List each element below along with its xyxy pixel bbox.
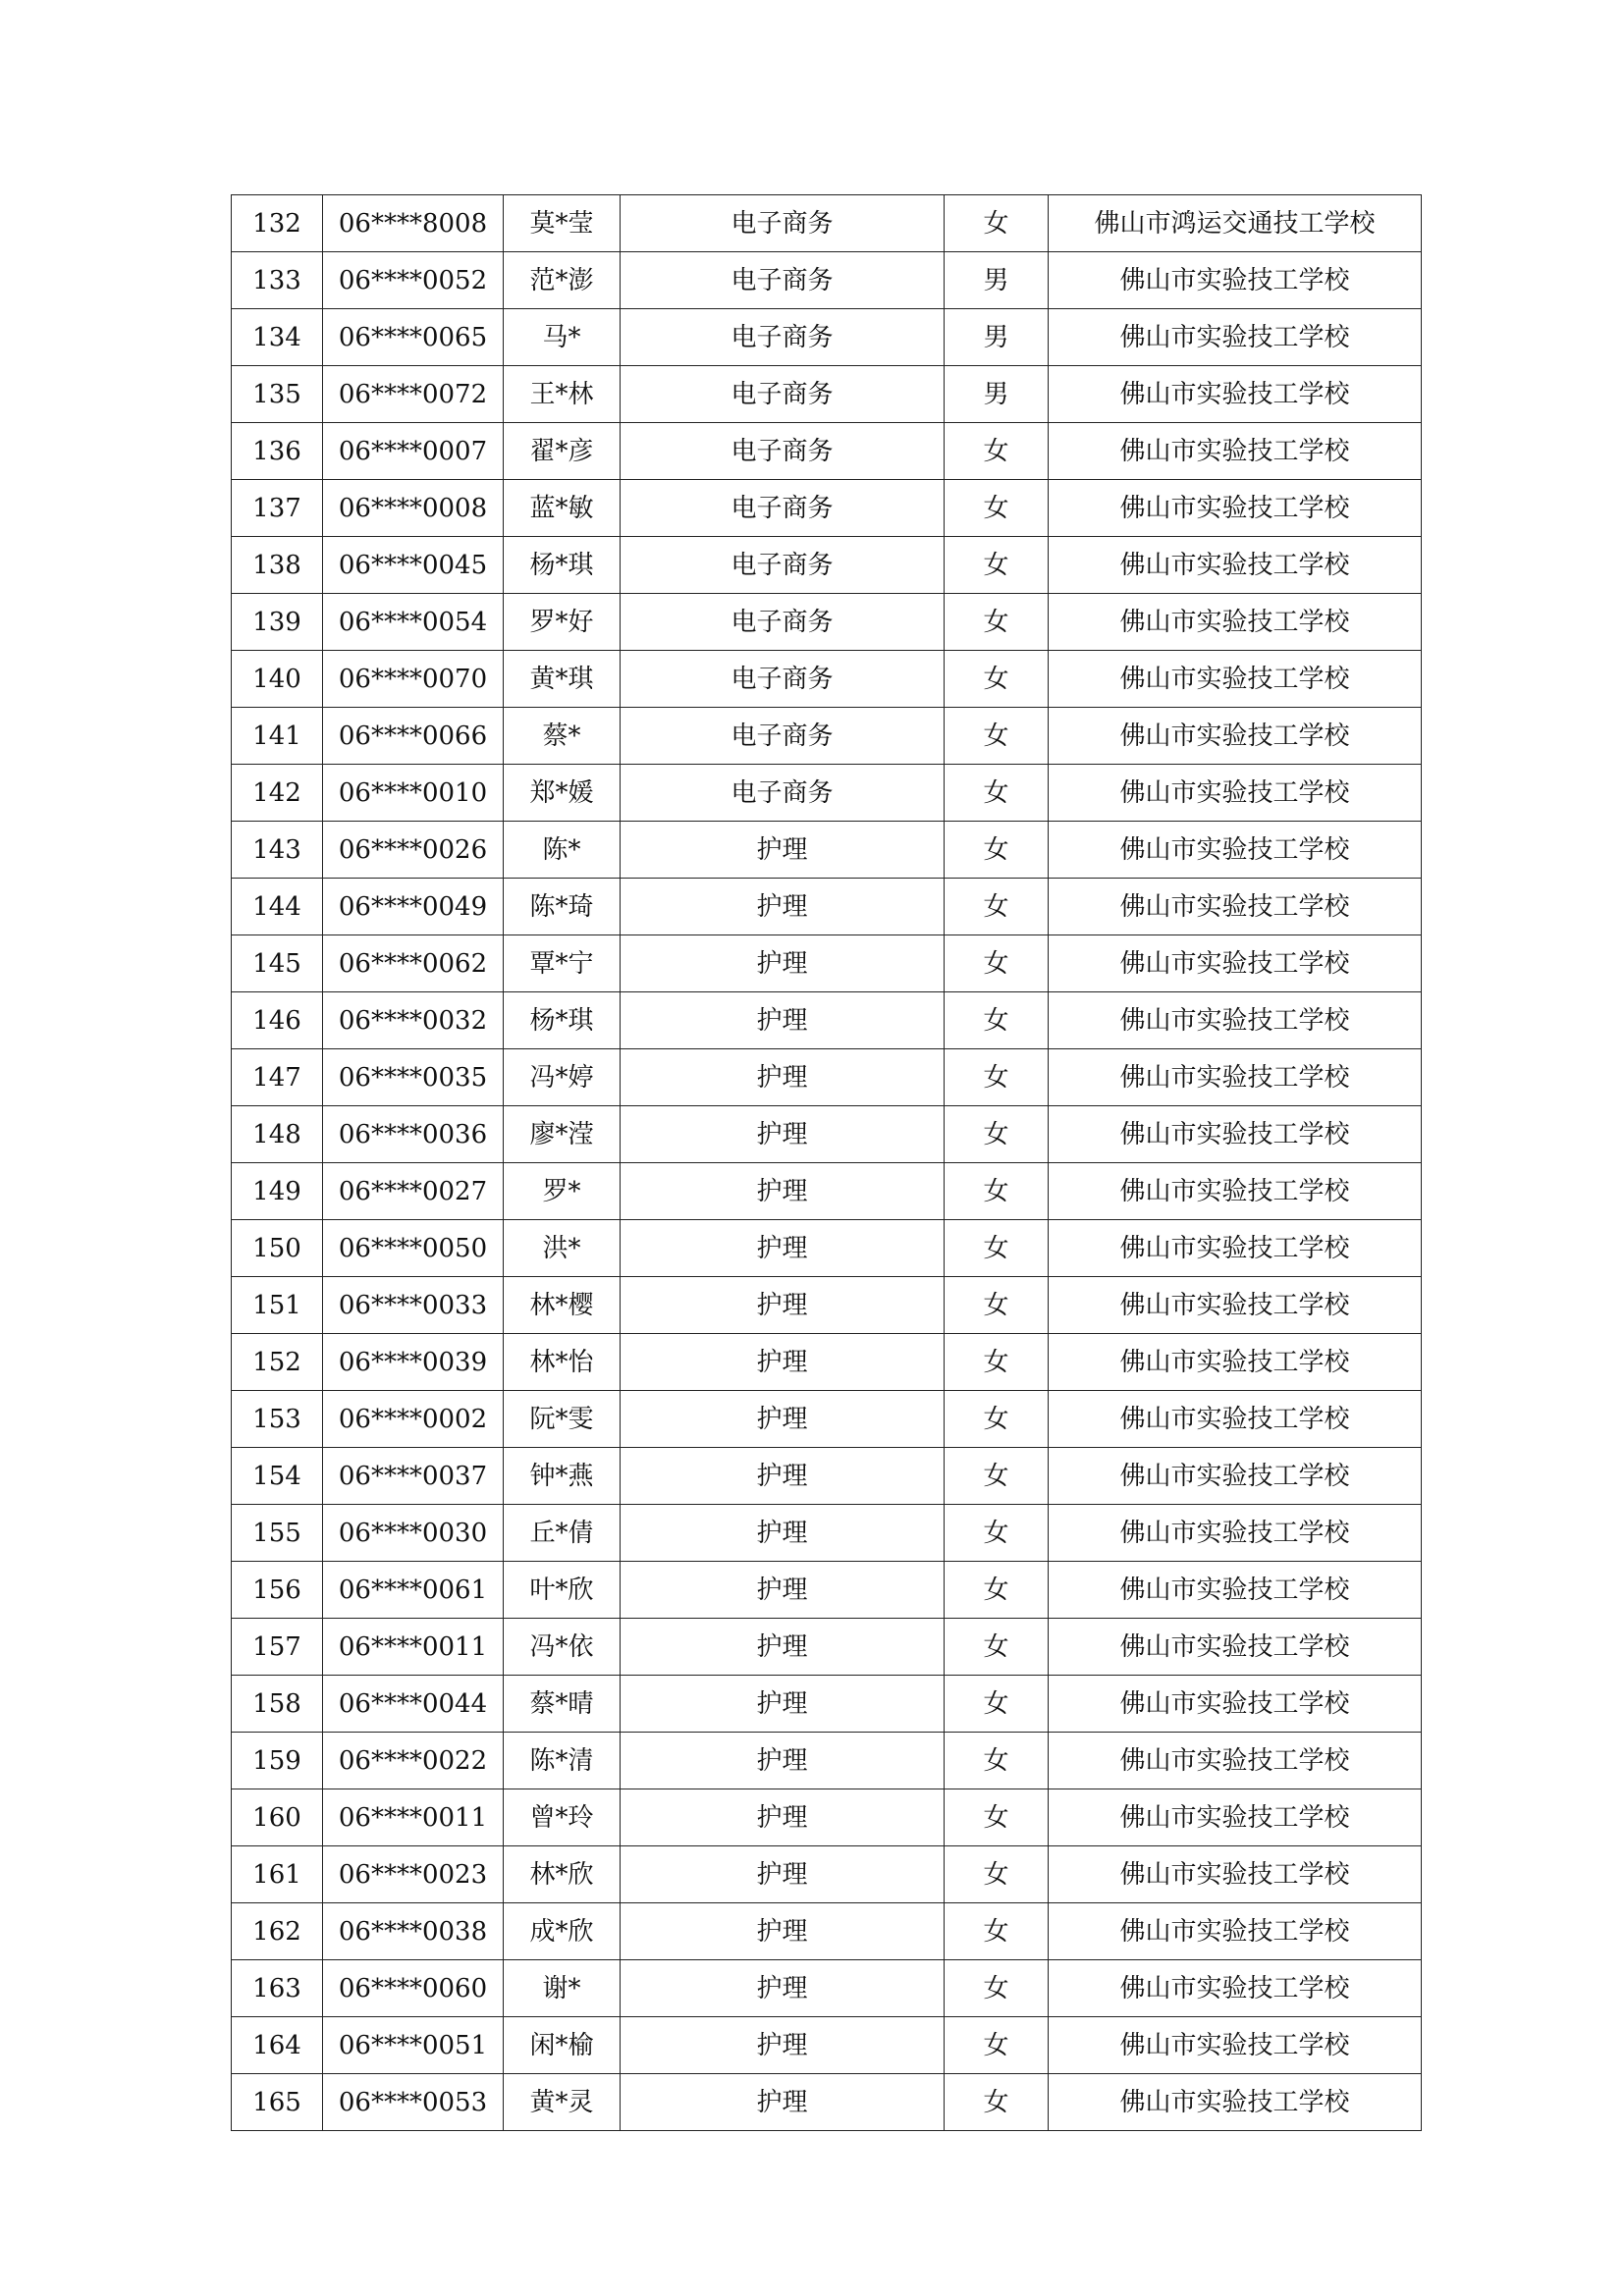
serial-number-cell: 162	[232, 1903, 323, 1960]
school-cell: 佛山市实验技工学校	[1049, 2017, 1422, 2074]
gender-cell: 女	[945, 879, 1049, 935]
gender-cell: 女	[945, 765, 1049, 822]
id-number-cell: 06****0044	[323, 1676, 504, 1733]
school-cell: 佛山市实验技工学校	[1049, 1619, 1422, 1676]
gender-cell: 女	[945, 1562, 1049, 1619]
major-cell: 护理	[621, 1846, 945, 1903]
serial-number-cell: 137	[232, 480, 323, 537]
student-name-cell: 陈*	[504, 822, 621, 879]
serial-number-cell: 164	[232, 2017, 323, 2074]
major-cell: 护理	[621, 1733, 945, 1789]
id-number-cell: 06****0036	[323, 1106, 504, 1163]
major-cell: 电子商务	[621, 537, 945, 594]
student-name-cell: 林*樱	[504, 1277, 621, 1334]
serial-number-cell: 138	[232, 537, 323, 594]
gender-cell: 男	[945, 252, 1049, 309]
table-row	[232, 1106, 1422, 1163]
id-number-cell: 06****0011	[323, 1619, 504, 1676]
major-cell: 护理	[621, 1163, 945, 1220]
major-cell: 护理	[621, 1277, 945, 1334]
id-number-cell: 06****0053	[323, 2074, 504, 2131]
major-cell: 护理	[621, 1903, 945, 1960]
id-number-cell: 06****0066	[323, 708, 504, 765]
student-name-cell: 罗*好	[504, 594, 621, 651]
table-row	[232, 992, 1422, 1049]
gender-cell: 女	[945, 1220, 1049, 1277]
school-cell: 佛山市实验技工学校	[1049, 1960, 1422, 2017]
serial-number-cell: 133	[232, 252, 323, 309]
id-number-cell: 06****0007	[323, 423, 504, 480]
school-cell: 佛山市鸿运交通技工学校	[1049, 195, 1422, 252]
major-cell: 电子商务	[621, 423, 945, 480]
student-name-cell: 谢*	[504, 1960, 621, 2017]
gender-cell: 女	[945, 651, 1049, 708]
table-row	[232, 765, 1422, 822]
major-cell: 护理	[621, 1049, 945, 1106]
major-cell: 护理	[621, 1505, 945, 1562]
serial-number-cell: 153	[232, 1391, 323, 1448]
serial-number-cell: 158	[232, 1676, 323, 1733]
id-number-cell: 06****0023	[323, 1846, 504, 1903]
id-number-cell: 06****0065	[323, 309, 504, 366]
id-number-cell: 06****0051	[323, 2017, 504, 2074]
table-row	[232, 2017, 1422, 2074]
id-number-cell: 06****0033	[323, 1277, 504, 1334]
id-number-cell: 06****0010	[323, 765, 504, 822]
roster-table-body	[232, 195, 1422, 2131]
serial-number-cell: 156	[232, 1562, 323, 1619]
gender-cell: 女	[945, 1789, 1049, 1846]
student-name-cell: 杨*琪	[504, 992, 621, 1049]
school-cell: 佛山市实验技工学校	[1049, 1277, 1422, 1334]
school-cell: 佛山市实验技工学校	[1049, 366, 1422, 423]
table-row	[232, 594, 1422, 651]
school-cell: 佛山市实验技工学校	[1049, 822, 1422, 879]
student-name-cell: 冯*婷	[504, 1049, 621, 1106]
table-row	[232, 1220, 1422, 1277]
serial-number-cell: 157	[232, 1619, 323, 1676]
serial-number-cell: 143	[232, 822, 323, 879]
table-row	[232, 1733, 1422, 1789]
id-number-cell: 06****0030	[323, 1505, 504, 1562]
serial-number-cell: 154	[232, 1448, 323, 1505]
gender-cell: 女	[945, 1505, 1049, 1562]
serial-number-cell: 161	[232, 1846, 323, 1903]
gender-cell: 女	[945, 1903, 1049, 1960]
school-cell: 佛山市实验技工学校	[1049, 1505, 1422, 1562]
id-number-cell: 06****0037	[323, 1448, 504, 1505]
serial-number-cell: 141	[232, 708, 323, 765]
serial-number-cell: 151	[232, 1277, 323, 1334]
serial-number-cell: 150	[232, 1220, 323, 1277]
major-cell: 护理	[621, 2017, 945, 2074]
gender-cell: 女	[945, 1106, 1049, 1163]
id-number-cell: 06****0070	[323, 651, 504, 708]
school-cell: 佛山市实验技工学校	[1049, 1049, 1422, 1106]
table-row	[232, 1846, 1422, 1903]
student-name-cell: 杨*琪	[504, 537, 621, 594]
id-number-cell: 06****0052	[323, 252, 504, 309]
table-row	[232, 1789, 1422, 1846]
school-cell: 佛山市实验技工学校	[1049, 423, 1422, 480]
gender-cell: 女	[945, 2074, 1049, 2131]
student-name-cell: 叶*欣	[504, 1562, 621, 1619]
student-name-cell: 黄*灵	[504, 2074, 621, 2131]
gender-cell: 女	[945, 2017, 1049, 2074]
school-cell: 佛山市实验技工学校	[1049, 252, 1422, 309]
serial-number-cell: 139	[232, 594, 323, 651]
gender-cell: 女	[945, 1277, 1049, 1334]
major-cell: 护理	[621, 1562, 945, 1619]
serial-number-cell: 165	[232, 2074, 323, 2131]
student-name-cell: 成*欣	[504, 1903, 621, 1960]
table-row	[232, 1676, 1422, 1733]
table-row	[232, 1163, 1422, 1220]
student-name-cell: 莫*莹	[504, 195, 621, 252]
table-row	[232, 252, 1422, 309]
id-number-cell: 06****0032	[323, 992, 504, 1049]
student-name-cell: 王*林	[504, 366, 621, 423]
id-number-cell: 06****0050	[323, 1220, 504, 1277]
id-number-cell: 06****0072	[323, 366, 504, 423]
gender-cell: 女	[945, 1846, 1049, 1903]
school-cell: 佛山市实验技工学校	[1049, 1846, 1422, 1903]
major-cell: 电子商务	[621, 480, 945, 537]
serial-number-cell: 144	[232, 879, 323, 935]
school-cell: 佛山市实验技工学校	[1049, 1676, 1422, 1733]
serial-number-cell: 146	[232, 992, 323, 1049]
school-cell: 佛山市实验技工学校	[1049, 537, 1422, 594]
school-cell: 佛山市实验技工学校	[1049, 1106, 1422, 1163]
student-name-cell: 林*欣	[504, 1846, 621, 1903]
student-name-cell: 廖*滢	[504, 1106, 621, 1163]
student-roster-table	[231, 194, 1422, 2131]
major-cell: 电子商务	[621, 252, 945, 309]
major-cell: 电子商务	[621, 309, 945, 366]
student-name-cell: 钟*燕	[504, 1448, 621, 1505]
major-cell: 护理	[621, 1220, 945, 1277]
gender-cell: 女	[945, 708, 1049, 765]
major-cell: 护理	[621, 1789, 945, 1846]
serial-number-cell: 134	[232, 309, 323, 366]
school-cell: 佛山市实验技工学校	[1049, 935, 1422, 992]
serial-number-cell: 142	[232, 765, 323, 822]
major-cell: 护理	[621, 1106, 945, 1163]
serial-number-cell: 140	[232, 651, 323, 708]
serial-number-cell: 152	[232, 1334, 323, 1391]
major-cell: 电子商务	[621, 195, 945, 252]
student-name-cell: 罗*	[504, 1163, 621, 1220]
table-row	[232, 651, 1422, 708]
major-cell: 护理	[621, 935, 945, 992]
table-row	[232, 423, 1422, 480]
gender-cell: 男	[945, 309, 1049, 366]
gender-cell: 女	[945, 992, 1049, 1049]
table-row	[232, 1619, 1422, 1676]
school-cell: 佛山市实验技工学校	[1049, 1903, 1422, 1960]
serial-number-cell: 145	[232, 935, 323, 992]
serial-number-cell: 136	[232, 423, 323, 480]
school-cell: 佛山市实验技工学校	[1049, 2074, 1422, 2131]
id-number-cell: 06****0035	[323, 1049, 504, 1106]
table-row	[232, 1960, 1422, 2017]
table-row	[232, 935, 1422, 992]
id-number-cell: 06****0062	[323, 935, 504, 992]
major-cell: 电子商务	[621, 708, 945, 765]
gender-cell: 女	[945, 195, 1049, 252]
serial-number-cell: 160	[232, 1789, 323, 1846]
table-row	[232, 1448, 1422, 1505]
student-name-cell: 翟*彦	[504, 423, 621, 480]
id-number-cell: 06****0045	[323, 537, 504, 594]
major-cell: 护理	[621, 992, 945, 1049]
school-cell: 佛山市实验技工学校	[1049, 480, 1422, 537]
student-name-cell: 蔡*晴	[504, 1676, 621, 1733]
serial-number-cell: 155	[232, 1505, 323, 1562]
major-cell: 护理	[621, 879, 945, 935]
id-number-cell: 06****8008	[323, 195, 504, 252]
id-number-cell: 06****0026	[323, 822, 504, 879]
gender-cell: 女	[945, 1733, 1049, 1789]
gender-cell: 女	[945, 537, 1049, 594]
table-row	[232, 366, 1422, 423]
school-cell: 佛山市实验技工学校	[1049, 651, 1422, 708]
major-cell: 电子商务	[621, 765, 945, 822]
table-row	[232, 822, 1422, 879]
student-name-cell: 蔡*	[504, 708, 621, 765]
student-name-cell: 阮*雯	[504, 1391, 621, 1448]
serial-number-cell: 159	[232, 1733, 323, 1789]
major-cell: 护理	[621, 1676, 945, 1733]
school-cell: 佛山市实验技工学校	[1049, 1789, 1422, 1846]
gender-cell: 男	[945, 366, 1049, 423]
serial-number-cell: 163	[232, 1960, 323, 2017]
student-name-cell: 曾*玲	[504, 1789, 621, 1846]
school-cell: 佛山市实验技工学校	[1049, 1448, 1422, 1505]
table-row	[232, 879, 1422, 935]
id-number-cell: 06****0022	[323, 1733, 504, 1789]
table-row	[232, 1391, 1422, 1448]
gender-cell: 女	[945, 1049, 1049, 1106]
table-row	[232, 1049, 1422, 1106]
school-cell: 佛山市实验技工学校	[1049, 1562, 1422, 1619]
id-number-cell: 06****0060	[323, 1960, 504, 2017]
major-cell: 护理	[621, 1619, 945, 1676]
student-name-cell: 林*怡	[504, 1334, 621, 1391]
major-cell: 护理	[621, 822, 945, 879]
gender-cell: 女	[945, 1619, 1049, 1676]
major-cell: 电子商务	[621, 651, 945, 708]
table-row	[232, 708, 1422, 765]
student-name-cell: 闲*榆	[504, 2017, 621, 2074]
id-number-cell: 06****0038	[323, 1903, 504, 1960]
gender-cell: 女	[945, 822, 1049, 879]
id-number-cell: 06****0027	[323, 1163, 504, 1220]
school-cell: 佛山市实验技工学校	[1049, 594, 1422, 651]
gender-cell: 女	[945, 1334, 1049, 1391]
major-cell: 电子商务	[621, 366, 945, 423]
id-number-cell: 06****0002	[323, 1391, 504, 1448]
table-row	[232, 1505, 1422, 1562]
student-name-cell: 陈*清	[504, 1733, 621, 1789]
table-row	[232, 1562, 1422, 1619]
school-cell: 佛山市实验技工学校	[1049, 1334, 1422, 1391]
school-cell: 佛山市实验技工学校	[1049, 1220, 1422, 1277]
school-cell: 佛山市实验技工学校	[1049, 708, 1422, 765]
student-name-cell: 丘*倩	[504, 1505, 621, 1562]
id-number-cell: 06****0049	[323, 879, 504, 935]
id-number-cell: 06****0039	[323, 1334, 504, 1391]
table-row	[232, 1334, 1422, 1391]
id-number-cell: 06****0061	[323, 1562, 504, 1619]
major-cell: 护理	[621, 1334, 945, 1391]
student-name-cell: 范*澎	[504, 252, 621, 309]
school-cell: 佛山市实验技工学校	[1049, 1163, 1422, 1220]
table-row	[232, 2074, 1422, 2131]
table-row	[232, 1277, 1422, 1334]
id-number-cell: 06****0008	[323, 480, 504, 537]
school-cell: 佛山市实验技工学校	[1049, 765, 1422, 822]
major-cell: 护理	[621, 2074, 945, 2131]
student-name-cell: 黄*琪	[504, 651, 621, 708]
table-row	[232, 1903, 1422, 1960]
gender-cell: 女	[945, 1676, 1049, 1733]
major-cell: 护理	[621, 1391, 945, 1448]
id-number-cell: 06****0054	[323, 594, 504, 651]
serial-number-cell: 149	[232, 1163, 323, 1220]
student-name-cell: 马*	[504, 309, 621, 366]
school-cell: 佛山市实验技工学校	[1049, 879, 1422, 935]
gender-cell: 女	[945, 935, 1049, 992]
student-name-cell: 覃*宁	[504, 935, 621, 992]
gender-cell: 女	[945, 1391, 1049, 1448]
table-row	[232, 195, 1422, 252]
table-row	[232, 480, 1422, 537]
school-cell: 佛山市实验技工学校	[1049, 1391, 1422, 1448]
major-cell: 护理	[621, 1960, 945, 2017]
table-row	[232, 537, 1422, 594]
student-name-cell: 郑*媛	[504, 765, 621, 822]
gender-cell: 女	[945, 1448, 1049, 1505]
serial-number-cell: 148	[232, 1106, 323, 1163]
gender-cell: 女	[945, 594, 1049, 651]
major-cell: 电子商务	[621, 594, 945, 651]
serial-number-cell: 147	[232, 1049, 323, 1106]
student-name-cell: 冯*依	[504, 1619, 621, 1676]
student-name-cell: 蓝*敏	[504, 480, 621, 537]
school-cell: 佛山市实验技工学校	[1049, 1733, 1422, 1789]
gender-cell: 女	[945, 1163, 1049, 1220]
gender-cell: 女	[945, 480, 1049, 537]
table-row	[232, 309, 1422, 366]
serial-number-cell: 132	[232, 195, 323, 252]
major-cell: 护理	[621, 1448, 945, 1505]
serial-number-cell: 135	[232, 366, 323, 423]
id-number-cell: 06****0011	[323, 1789, 504, 1846]
gender-cell: 女	[945, 423, 1049, 480]
school-cell: 佛山市实验技工学校	[1049, 309, 1422, 366]
student-name-cell: 陈*琦	[504, 879, 621, 935]
gender-cell: 女	[945, 1960, 1049, 2017]
student-name-cell: 洪*	[504, 1220, 621, 1277]
school-cell: 佛山市实验技工学校	[1049, 992, 1422, 1049]
